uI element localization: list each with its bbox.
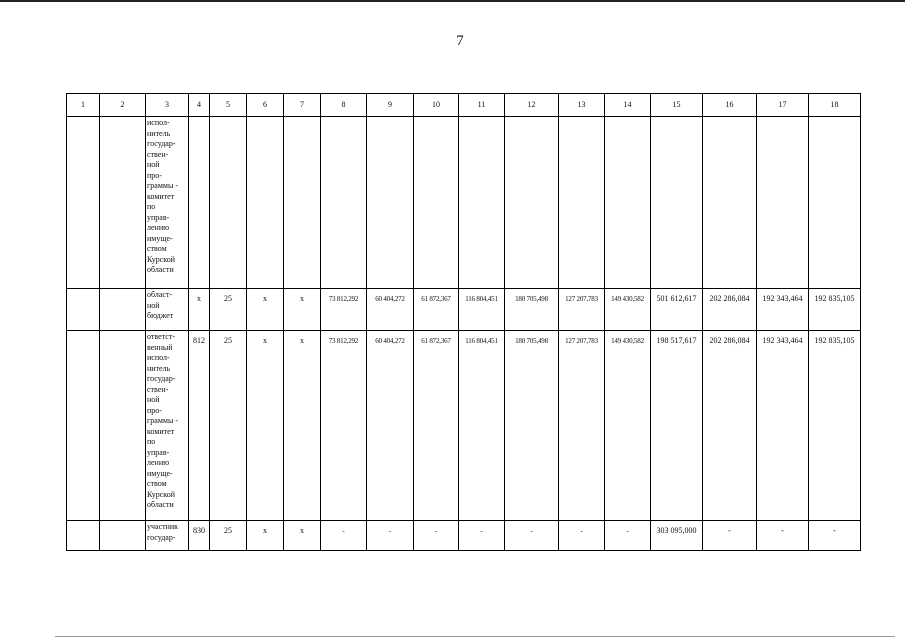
top-border — [0, 0, 905, 2]
code-cell: 812 — [189, 331, 210, 521]
row-label-line: области — [147, 265, 174, 274]
row-label-line: граммы - — [147, 181, 178, 190]
value-cell: 116 804,451 — [459, 289, 505, 331]
value-cell: 192 343,464 — [757, 331, 809, 521]
code-cell — [67, 331, 100, 521]
header-cell: 8 — [321, 94, 367, 117]
value-cell — [505, 117, 559, 289]
value-cell — [651, 117, 703, 289]
row-label-line: комитет — [147, 426, 175, 436]
value-cell: - — [414, 521, 459, 551]
value-cell: 61 872,367 — [414, 331, 459, 521]
header-cell: 13 — [559, 94, 605, 117]
header-cell: 2 — [100, 94, 146, 117]
code-cell — [247, 117, 284, 289]
header-row — [67, 94, 861, 117]
value-cell — [703, 117, 757, 289]
row-label-line: Курской — [147, 489, 176, 499]
code-cell — [284, 117, 321, 289]
value-cell: 501 612,617 — [651, 289, 703, 331]
code-cell — [100, 521, 146, 551]
row-label-line: про- — [147, 170, 162, 180]
code-cell: 25 — [210, 289, 247, 331]
code-cell: х — [189, 289, 210, 331]
table-row — [67, 117, 861, 289]
row-label-cell — [146, 521, 189, 551]
row-label-line: имуще- — [147, 233, 173, 243]
row-label-line: по — [147, 437, 156, 446]
code-cell: х — [284, 521, 321, 551]
code-cell — [189, 117, 210, 289]
value-cell: 61 872,367 — [414, 289, 459, 331]
code-cell: 25 — [210, 521, 247, 551]
header-cell: 10 — [414, 94, 459, 117]
row-label-line: ствен- — [147, 149, 169, 159]
row-label-line: ответст- — [147, 332, 175, 341]
value-cell: 73 812,292 — [321, 289, 367, 331]
row-label-line: управ- — [147, 212, 170, 222]
value-cell: 116 804,451 — [459, 331, 505, 521]
code-cell — [67, 289, 100, 331]
row-label-line: комитет — [147, 191, 175, 201]
row-label-line: испол- — [147, 353, 170, 362]
table-row — [67, 521, 861, 551]
header-cell: 18 — [809, 94, 861, 117]
row-label-line: нитель — [147, 363, 171, 373]
row-label-line: ной — [147, 160, 160, 169]
row-label-line: лению — [147, 458, 170, 467]
value-cell: 149 430,582 — [605, 289, 651, 331]
row-label-line: про- — [147, 405, 162, 415]
row-label-line: государ- — [147, 532, 176, 542]
table-row — [67, 331, 861, 521]
table-body — [67, 117, 861, 551]
row-label-line: управ- — [147, 447, 170, 457]
row-label-line: испол- — [147, 118, 170, 127]
code-cell — [100, 331, 146, 521]
row-label-cell — [146, 289, 189, 331]
row-label-line: област- — [147, 290, 173, 299]
bottom-border — [55, 636, 895, 637]
value-cell: 127 207,783 — [559, 331, 605, 521]
header-cell: 15 — [651, 94, 703, 117]
value-cell: 73 812,292 — [321, 331, 367, 521]
row-label-line: лению — [147, 223, 170, 232]
header-cell: 7 — [284, 94, 321, 117]
budget-table — [66, 93, 861, 551]
value-cell — [321, 117, 367, 289]
value-cell: 202 286,084 — [703, 289, 757, 331]
value-cell: - — [367, 521, 414, 551]
value-cell: 180 705,498 — [505, 289, 559, 331]
header-cell: 4 — [189, 94, 210, 117]
value-cell: 198 517,617 — [651, 331, 703, 521]
code-cell — [67, 521, 100, 551]
value-cell — [757, 117, 809, 289]
code-cell: х — [247, 521, 284, 551]
row-label-cell — [146, 117, 189, 289]
value-cell: - — [559, 521, 605, 551]
header-cell: 14 — [605, 94, 651, 117]
value-cell: - — [809, 521, 861, 551]
code-cell — [67, 117, 100, 289]
value-cell: 60 404,272 — [367, 289, 414, 331]
page-number: 7 — [456, 33, 464, 49]
row-label-line: ной — [147, 395, 160, 404]
code-cell — [100, 289, 146, 331]
header-cell: 6 — [247, 94, 284, 117]
value-cell: 180 705,498 — [505, 331, 559, 521]
value-cell: 202 286,084 — [703, 331, 757, 521]
row-label-line: области — [147, 500, 174, 509]
value-cell: 192 343,464 — [757, 289, 809, 331]
value-cell: - — [321, 521, 367, 551]
code-cell: х — [247, 289, 284, 331]
table-row — [67, 289, 861, 331]
value-cell — [459, 117, 505, 289]
row-label-line: ством — [147, 479, 167, 488]
header-cell: 17 — [757, 94, 809, 117]
row-label-line: государ- — [147, 139, 176, 148]
row-label-line: граммы - — [147, 416, 178, 425]
code-cell: х — [247, 331, 284, 521]
header-cell: 11 — [459, 94, 505, 117]
value-cell: - — [605, 521, 651, 551]
row-label-line: по — [147, 202, 156, 211]
value-cell — [367, 117, 414, 289]
header-cell: 5 — [210, 94, 247, 117]
header-cell: 9 — [367, 94, 414, 117]
row-label-line: ствен- — [147, 384, 169, 394]
row-label-line: участник — [147, 522, 179, 531]
header-cell: 12 — [505, 94, 559, 117]
value-cell: - — [757, 521, 809, 551]
row-label-line: имуще- — [147, 468, 173, 478]
code-cell — [100, 117, 146, 289]
value-cell: - — [459, 521, 505, 551]
value-cell: - — [703, 521, 757, 551]
header-cell: 3 — [146, 94, 189, 117]
row-label-line: венный — [147, 342, 173, 352]
code-cell: х — [284, 331, 321, 521]
value-cell: 192 835,105 — [809, 289, 861, 331]
row-label-line: государ- — [147, 374, 176, 383]
code-cell: х — [284, 289, 321, 331]
value-cell: 127 207,783 — [559, 289, 605, 331]
value-cell: 192 835,105 — [809, 331, 861, 521]
row-label-line: ной — [147, 300, 160, 310]
row-label-cell — [146, 331, 189, 521]
value-cell: - — [505, 521, 559, 551]
row-label-line: бюджет — [147, 311, 174, 320]
header-cell: 1 — [67, 94, 100, 117]
value-cell: 149 430,582 — [605, 331, 651, 521]
code-cell: 830 — [189, 521, 210, 551]
value-cell — [809, 117, 861, 289]
code-cell: 25 — [210, 331, 247, 521]
row-label-line: нитель — [147, 128, 171, 138]
value-cell: 303 095,000 — [651, 521, 703, 551]
value-cell: 60 404,272 — [367, 331, 414, 521]
value-cell — [605, 117, 651, 289]
code-cell — [210, 117, 247, 289]
value-cell — [414, 117, 459, 289]
row-label-line: ством — [147, 244, 167, 253]
value-cell — [559, 117, 605, 289]
row-label-line: Курской — [147, 254, 176, 264]
header-cell: 16 — [703, 94, 757, 117]
